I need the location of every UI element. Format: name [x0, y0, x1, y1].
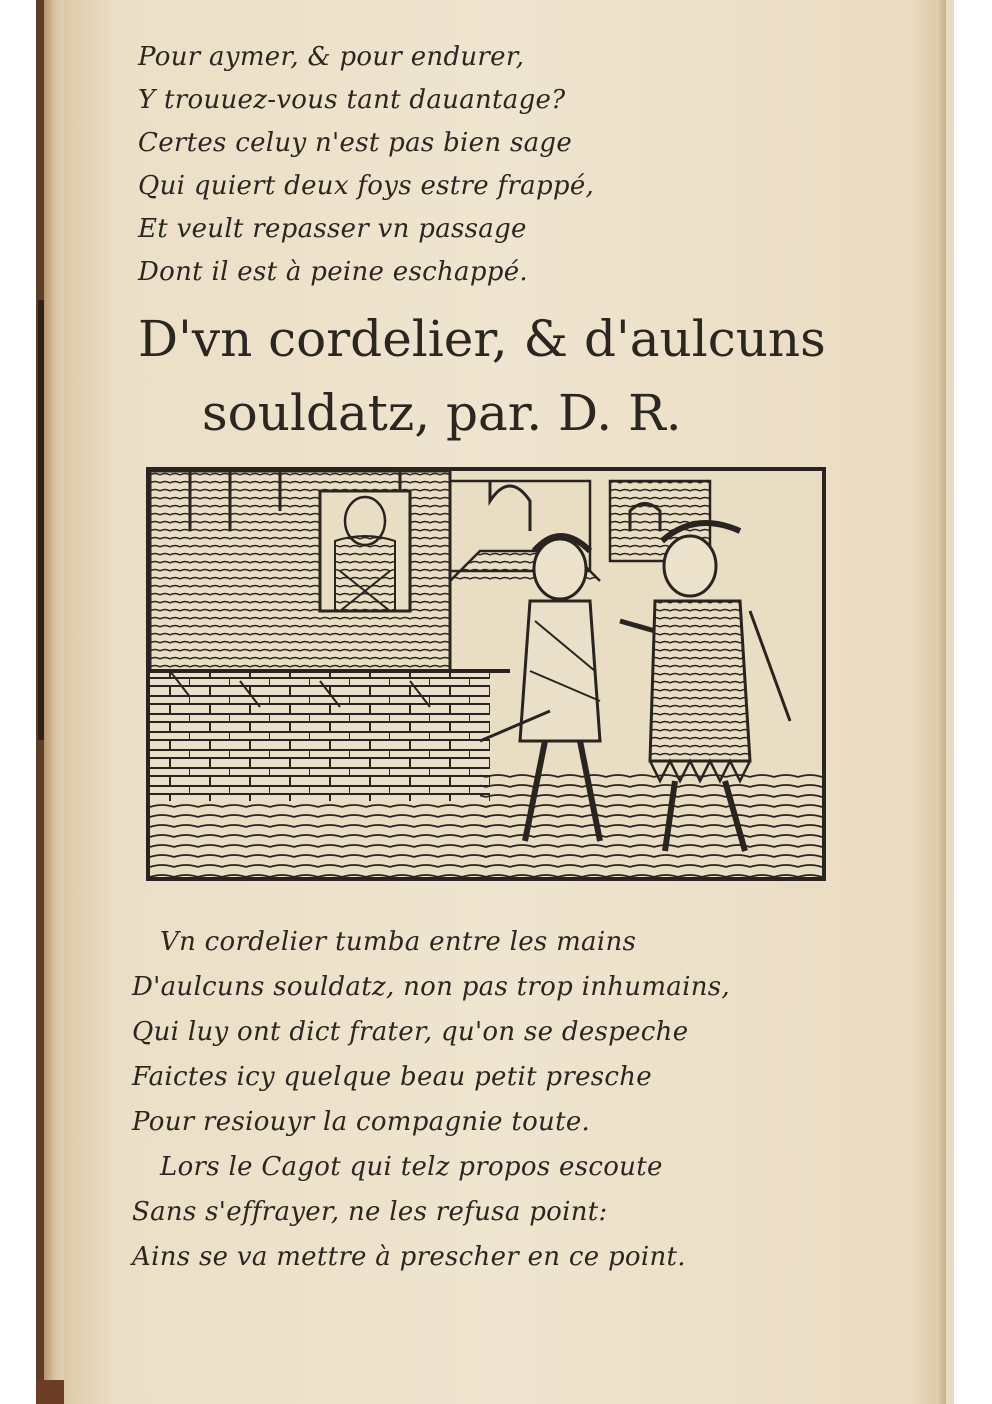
spine-shadow [38, 300, 44, 740]
spine-cover-corner [36, 1380, 66, 1404]
verse-line: Pour resiouyr la compagnie toute. [132, 1107, 591, 1137]
verse-line: Lors le Cagot qui telz propos escoute [160, 1152, 663, 1182]
verse-line: Certes celuy n'est pas bien sage [138, 128, 573, 158]
verse-line: Pour aymer, & pour endurer, [138, 42, 525, 72]
woodcut-illustration-icon [150, 471, 822, 877]
verse-line: Vn cordelier tumba entre les mains [160, 927, 637, 957]
verse-line: Dont il est à peine eschappé. [138, 257, 528, 287]
woodcut-illustration [146, 467, 826, 881]
page-edge [936, 0, 946, 1404]
verse-line: D'aulcuns souldatz, non pas trop inhumains, [132, 972, 730, 1002]
bottom-verse [132, 920, 730, 1280]
heading-line-2: souldatz, par. D. R. [202, 384, 682, 442]
verse-line: Sans s'effrayer, ne les refusa point: [132, 1197, 608, 1227]
top-verse [138, 36, 594, 294]
verse-line: Qui quiert deux foys estre frappé, [138, 171, 595, 201]
verse-line: Y trouuez-vous tant dauantage? [138, 85, 566, 115]
heading-line-1: D'vn cordelier, & d'aulcuns [138, 310, 826, 368]
verse-line: Ains se va mettre à prescher en ce point. [132, 1242, 686, 1272]
book-page [64, 0, 946, 1404]
section-heading [138, 302, 878, 450]
verse-line: Faictes icy quelque beau petit presche [132, 1062, 652, 1092]
verse-line: Qui luy ont dict frater, qu'on se despeche [132, 1017, 689, 1047]
verse-line: Et veult repasser vn passage [138, 214, 527, 244]
book-spine [36, 0, 66, 1404]
